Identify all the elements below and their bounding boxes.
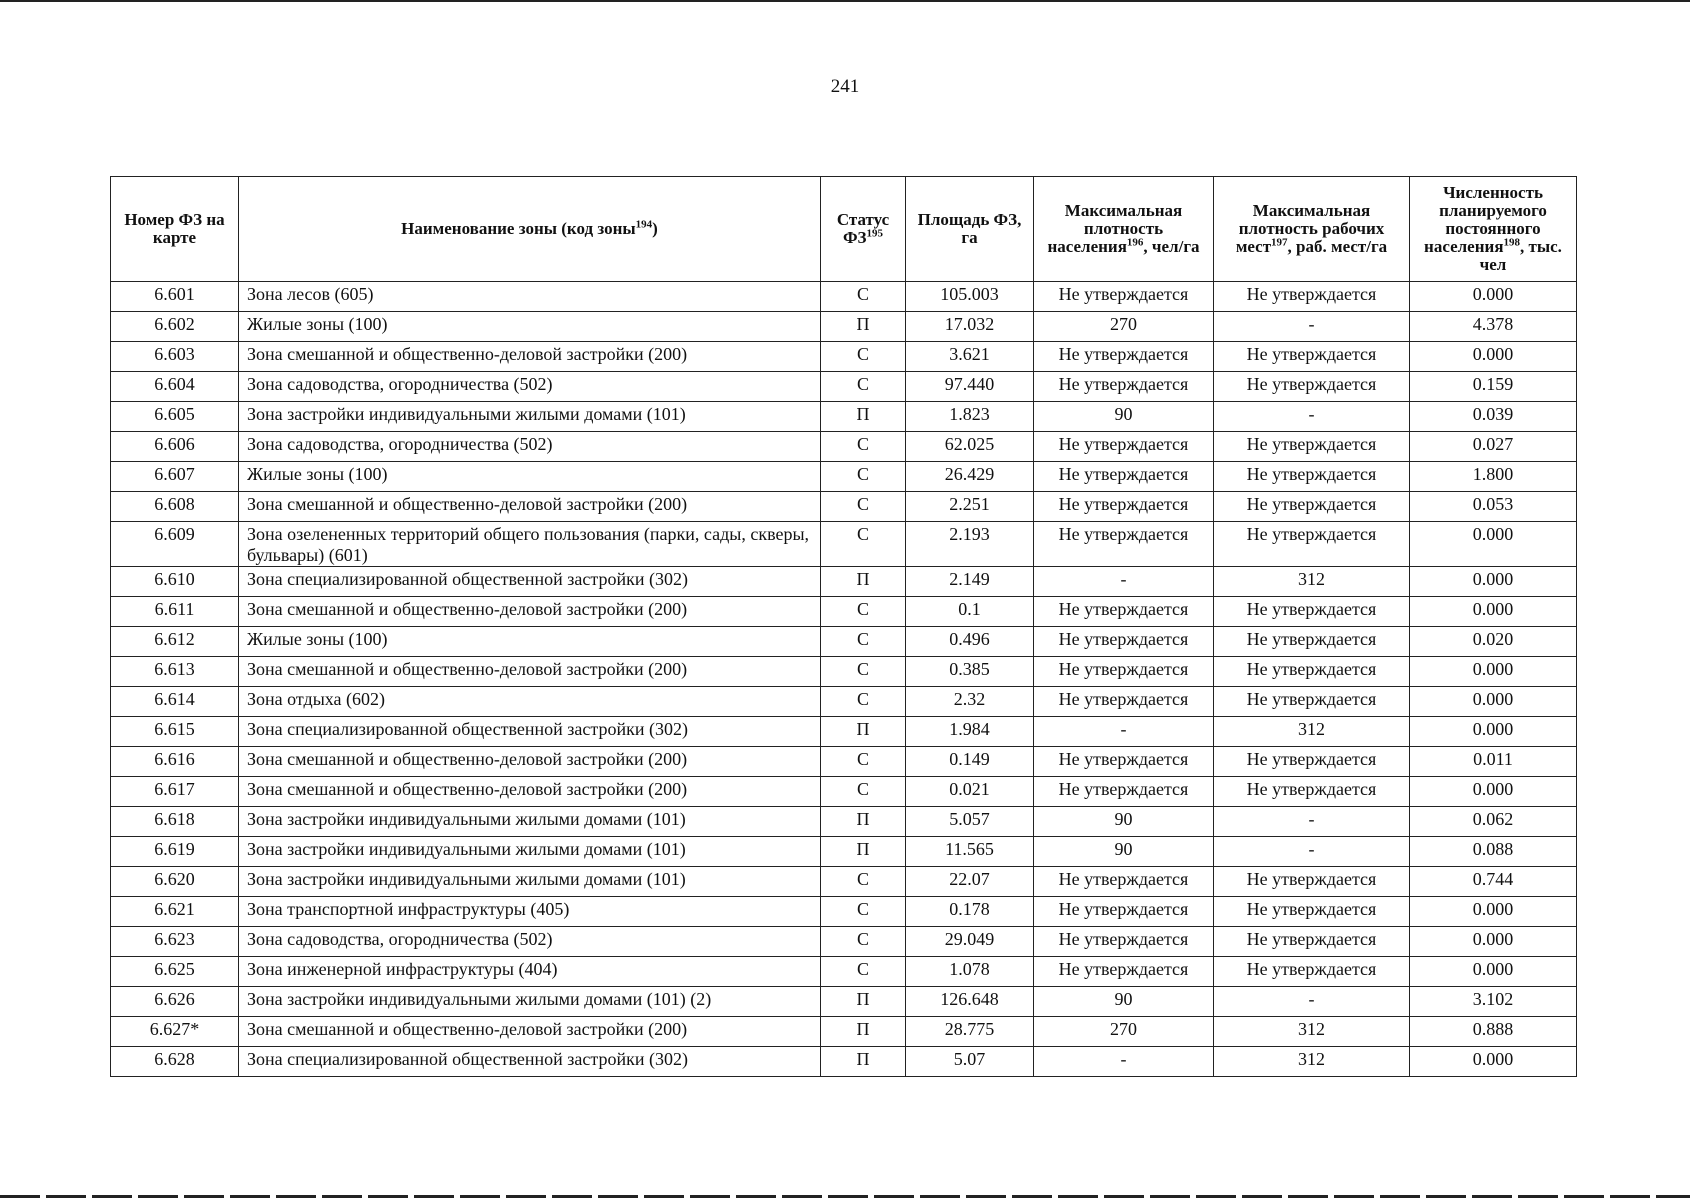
- table-row: [111, 597, 1577, 627]
- table-header-row: [111, 177, 1577, 282]
- cell-area: 0.1: [906, 597, 1034, 627]
- cell-number: 6.626: [111, 987, 239, 1017]
- cell-status: П: [821, 402, 906, 432]
- cell-number: 6.623: [111, 927, 239, 957]
- cell-area: 5.057: [906, 807, 1034, 837]
- zones-table: [110, 176, 1577, 1077]
- page-number: 241: [830, 76, 860, 97]
- cell-status: П: [821, 567, 906, 597]
- cell-status: С: [821, 747, 906, 777]
- cell-area: 1.823: [906, 402, 1034, 432]
- cell-density: Не утверждается: [1034, 747, 1214, 777]
- cell-jobs: -: [1214, 987, 1410, 1017]
- cell-jobs: 312: [1214, 717, 1410, 747]
- cell-number: 6.608: [111, 492, 239, 522]
- cell-density: Не утверждается: [1034, 522, 1214, 567]
- cell-status: С: [821, 927, 906, 957]
- cell-number: 6.613: [111, 657, 239, 687]
- cell-zone-name: Жилые зоны (100): [239, 312, 821, 342]
- cell-jobs: Не утверждается: [1214, 897, 1410, 927]
- cell-jobs: 312: [1214, 1017, 1410, 1047]
- cell-zone-name: Зона отдыха (602): [239, 687, 821, 717]
- cell-zone-name: Зона специализированной общественной застройки (302): [239, 567, 821, 597]
- cell-population: 0.000: [1410, 927, 1577, 957]
- cell-jobs: Не утверждается: [1214, 627, 1410, 657]
- cell-zone-name: Зона смешанной и общественно-деловой застройки (200): [239, 777, 821, 807]
- table-row: [111, 1017, 1577, 1047]
- cell-status: П: [821, 987, 906, 1017]
- cell-zone-name: Зона инженерной инфраструктуры (404): [239, 957, 821, 987]
- cell-population: 0.088: [1410, 837, 1577, 867]
- cell-status: С: [821, 492, 906, 522]
- cell-population: 0.000: [1410, 957, 1577, 987]
- cell-number: 6.601: [111, 282, 239, 312]
- table-row: [111, 897, 1577, 927]
- cell-number: 6.602: [111, 312, 239, 342]
- cell-number: 6.604: [111, 372, 239, 402]
- cell-zone-name: Зона специализированной общественной застройки (302): [239, 1047, 821, 1077]
- cell-density: 270: [1034, 1017, 1214, 1047]
- table-row: [111, 522, 1577, 567]
- cell-jobs: -: [1214, 312, 1410, 342]
- cell-number: 6.619: [111, 837, 239, 867]
- cell-area: 97.440: [906, 372, 1034, 402]
- cell-population: 0.744: [1410, 867, 1577, 897]
- cell-population: 0.000: [1410, 687, 1577, 717]
- cell-zone-name: Зона садоводства, огородничества (502): [239, 432, 821, 462]
- cell-area: 3.621: [906, 342, 1034, 372]
- cell-population: 0.000: [1410, 657, 1577, 687]
- cell-status: С: [821, 462, 906, 492]
- cell-number: 6.617: [111, 777, 239, 807]
- cell-number: 6.610: [111, 567, 239, 597]
- cell-number: 6.612: [111, 627, 239, 657]
- cell-density: Не утверждается: [1034, 492, 1214, 522]
- table-row: [111, 987, 1577, 1017]
- cell-zone-name: Зона смешанной и общественно-деловой застройки (200): [239, 1017, 821, 1047]
- cell-density: -: [1034, 567, 1214, 597]
- header-status: Статус ФЗ$^{195}$: [821, 177, 906, 282]
- table-row: [111, 777, 1577, 807]
- cell-status: С: [821, 957, 906, 987]
- cell-density: Не утверждается: [1034, 897, 1214, 927]
- table-row: [111, 837, 1577, 867]
- cell-status: П: [821, 1017, 906, 1047]
- table-row: [111, 492, 1577, 522]
- cell-jobs: Не утверждается: [1214, 867, 1410, 897]
- table-row: [111, 747, 1577, 777]
- cell-area: 2.32: [906, 687, 1034, 717]
- cell-jobs: Не утверждается: [1214, 492, 1410, 522]
- table-row: [111, 627, 1577, 657]
- cell-zone-name: Зона застройки индивидуальными жилыми домами (101): [239, 402, 821, 432]
- cell-jobs: Не утверждается: [1214, 687, 1410, 717]
- cell-number: 6.615: [111, 717, 239, 747]
- header-density: Максимальная плотность населения$^{196}$, чел/га: [1034, 177, 1214, 282]
- table-body: [111, 282, 1577, 1077]
- table-row: [111, 957, 1577, 987]
- cell-jobs: Не утверждается: [1214, 522, 1410, 567]
- cell-zone-name: Зона садоводства, огородничества (502): [239, 372, 821, 402]
- cell-jobs: Не утверждается: [1214, 957, 1410, 987]
- header-population: Численность планируемого постоянного населения$^{198}$, тыс. чел: [1410, 177, 1577, 282]
- cell-population: 0.000: [1410, 522, 1577, 567]
- cell-zone-name: Зона специализированной общественной застройки (302): [239, 717, 821, 747]
- cell-jobs: -: [1214, 402, 1410, 432]
- cell-population: 1.800: [1410, 462, 1577, 492]
- cell-jobs: Не утверждается: [1214, 462, 1410, 492]
- table-row: [111, 927, 1577, 957]
- cell-zone-name: Зона смешанной и общественно-деловой застройки (200): [239, 657, 821, 687]
- cell-zone-name: Зона смешанной и общественно-деловой застройки (200): [239, 747, 821, 777]
- cell-number: 6.618: [111, 807, 239, 837]
- cell-area: 17.032: [906, 312, 1034, 342]
- table-row: [111, 402, 1577, 432]
- cell-jobs: Не утверждается: [1214, 432, 1410, 462]
- cell-zone-name: Зона застройки индивидуальными жилыми домами (101): [239, 837, 821, 867]
- bottom-rule: [0, 1195, 1690, 1198]
- cell-number: 6.606: [111, 432, 239, 462]
- cell-zone-name: Зона садоводства, огородничества (502): [239, 927, 821, 957]
- cell-zone-name: Зона лесов (605): [239, 282, 821, 312]
- cell-area: 0.178: [906, 897, 1034, 927]
- cell-density: Не утверждается: [1034, 462, 1214, 492]
- cell-density: Не утверждается: [1034, 657, 1214, 687]
- cell-status: С: [821, 777, 906, 807]
- cell-area: 11.565: [906, 837, 1034, 867]
- cell-population: 0.000: [1410, 717, 1577, 747]
- cell-zone-name: Зона смешанной и общественно-деловой застройки (200): [239, 492, 821, 522]
- cell-zone-name: Зона застройки индивидуальными жилыми домами (101): [239, 867, 821, 897]
- cell-population: 0.062: [1410, 807, 1577, 837]
- cell-jobs: Не утверждается: [1214, 282, 1410, 312]
- cell-status: П: [821, 837, 906, 867]
- top-rule: [0, 0, 1690, 2]
- cell-zone-name: Зона смешанной и общественно-деловой застройки (200): [239, 342, 821, 372]
- table-row: [111, 807, 1577, 837]
- cell-area: 0.385: [906, 657, 1034, 687]
- cell-area: 1.078: [906, 957, 1034, 987]
- table-row: [111, 342, 1577, 372]
- cell-jobs: Не утверждается: [1214, 597, 1410, 627]
- cell-density: 90: [1034, 402, 1214, 432]
- cell-status: С: [821, 597, 906, 627]
- cell-density: Не утверждается: [1034, 627, 1214, 657]
- cell-jobs: Не утверждается: [1214, 372, 1410, 402]
- cell-density: Не утверждается: [1034, 372, 1214, 402]
- cell-area: 2.193: [906, 522, 1034, 567]
- cell-density: 90: [1034, 837, 1214, 867]
- cell-area: 29.049: [906, 927, 1034, 957]
- cell-number: 6.616: [111, 747, 239, 777]
- header-jobs: Максимальная плотность рабочих мест$^{197}$, раб. мест/га: [1214, 177, 1410, 282]
- cell-jobs: Не утверждается: [1214, 747, 1410, 777]
- cell-jobs: Не утверждается: [1214, 342, 1410, 372]
- cell-number: 6.603: [111, 342, 239, 372]
- cell-number: 6.607: [111, 462, 239, 492]
- cell-density: Не утверждается: [1034, 777, 1214, 807]
- cell-population: 0.000: [1410, 1047, 1577, 1077]
- table-row: [111, 867, 1577, 897]
- cell-area: 22.07: [906, 867, 1034, 897]
- cell-area: 0.021: [906, 777, 1034, 807]
- cell-area: 28.775: [906, 1017, 1034, 1047]
- cell-density: Не утверждается: [1034, 957, 1214, 987]
- table-row: [111, 657, 1577, 687]
- cell-status: С: [821, 372, 906, 402]
- cell-jobs: 312: [1214, 1047, 1410, 1077]
- cell-status: С: [821, 867, 906, 897]
- cell-population: 0.000: [1410, 777, 1577, 807]
- cell-jobs: Не утверждается: [1214, 657, 1410, 687]
- table-row: [111, 717, 1577, 747]
- cell-zone-name: Зона застройки индивидуальными жилыми домами (101) (2): [239, 987, 821, 1017]
- cell-zone-name: Жилые зоны (100): [239, 462, 821, 492]
- cell-density: Не утверждается: [1034, 282, 1214, 312]
- cell-status: С: [821, 432, 906, 462]
- cell-area: 0.496: [906, 627, 1034, 657]
- cell-area: 0.149: [906, 747, 1034, 777]
- header-name: Наименование зоны (код зоны$^{194}$): [239, 177, 821, 282]
- cell-number: 6.628: [111, 1047, 239, 1077]
- cell-status: С: [821, 897, 906, 927]
- cell-population: 0.000: [1410, 567, 1577, 597]
- table-row: [111, 432, 1577, 462]
- cell-density: -: [1034, 1047, 1214, 1077]
- cell-area: 62.025: [906, 432, 1034, 462]
- cell-density: Не утверждается: [1034, 342, 1214, 372]
- cell-population: 0.039: [1410, 402, 1577, 432]
- cell-density: Не утверждается: [1034, 687, 1214, 717]
- cell-density: 90: [1034, 807, 1214, 837]
- cell-population: 4.378: [1410, 312, 1577, 342]
- cell-population: 3.102: [1410, 987, 1577, 1017]
- cell-status: П: [821, 807, 906, 837]
- cell-area: 1.984: [906, 717, 1034, 747]
- header-area: Площадь ФЗ, га: [906, 177, 1034, 282]
- cell-status: П: [821, 312, 906, 342]
- table-row: [111, 687, 1577, 717]
- cell-jobs: Не утверждается: [1214, 777, 1410, 807]
- cell-zone-name: Зона транспортной инфраструктуры (405): [239, 897, 821, 927]
- table-row: [111, 372, 1577, 402]
- table-row: [111, 567, 1577, 597]
- cell-zone-name: Зона смешанной и общественно-деловой застройки (200): [239, 597, 821, 627]
- cell-population: 0.011: [1410, 747, 1577, 777]
- cell-number: 6.627*: [111, 1017, 239, 1047]
- cell-number: 6.621: [111, 897, 239, 927]
- cell-number: 6.625: [111, 957, 239, 987]
- cell-density: Не утверждается: [1034, 432, 1214, 462]
- cell-status: С: [821, 687, 906, 717]
- cell-population: 0.027: [1410, 432, 1577, 462]
- cell-density: Не утверждается: [1034, 927, 1214, 957]
- table-row: [111, 462, 1577, 492]
- cell-jobs: -: [1214, 837, 1410, 867]
- cell-status: С: [821, 282, 906, 312]
- cell-population: 0.159: [1410, 372, 1577, 402]
- cell-jobs: 312: [1214, 567, 1410, 597]
- cell-status: П: [821, 717, 906, 747]
- cell-area: 26.429: [906, 462, 1034, 492]
- cell-population: 0.888: [1410, 1017, 1577, 1047]
- table-row: [111, 282, 1577, 312]
- cell-area: 2.251: [906, 492, 1034, 522]
- table-row: [111, 1047, 1577, 1077]
- cell-number: 6.611: [111, 597, 239, 627]
- cell-jobs: -: [1214, 807, 1410, 837]
- cell-status: С: [821, 657, 906, 687]
- cell-number: 6.605: [111, 402, 239, 432]
- cell-status: С: [821, 342, 906, 372]
- cell-density: Не утверждается: [1034, 867, 1214, 897]
- cell-population: 0.020: [1410, 627, 1577, 657]
- cell-status: С: [821, 627, 906, 657]
- cell-jobs: Не утверждается: [1214, 927, 1410, 957]
- header-number: Номер ФЗ на карте: [111, 177, 239, 282]
- cell-density: Не утверждается: [1034, 597, 1214, 627]
- cell-density: 90: [1034, 987, 1214, 1017]
- cell-area: 5.07: [906, 1047, 1034, 1077]
- cell-population: 0.053: [1410, 492, 1577, 522]
- cell-density: 270: [1034, 312, 1214, 342]
- cell-status: С: [821, 522, 906, 567]
- cell-status: П: [821, 1047, 906, 1077]
- cell-zone-name: Зона озелененных территорий общего пользования (парки, сады, скверы, бульвары) (601): [239, 522, 821, 567]
- cell-area: 126.648: [906, 987, 1034, 1017]
- cell-area: 105.003: [906, 282, 1034, 312]
- cell-area: 2.149: [906, 567, 1034, 597]
- cell-population: 0.000: [1410, 342, 1577, 372]
- cell-zone-name: Зона застройки индивидуальными жилыми домами (101): [239, 807, 821, 837]
- cell-number: 6.614: [111, 687, 239, 717]
- cell-number: 6.609: [111, 522, 239, 567]
- table-row: [111, 312, 1577, 342]
- cell-density: -: [1034, 717, 1214, 747]
- cell-population: 0.000: [1410, 597, 1577, 627]
- cell-number: 6.620: [111, 867, 239, 897]
- cell-zone-name: Жилые зоны (100): [239, 627, 821, 657]
- cell-population: 0.000: [1410, 282, 1577, 312]
- cell-population: 0.000: [1410, 897, 1577, 927]
